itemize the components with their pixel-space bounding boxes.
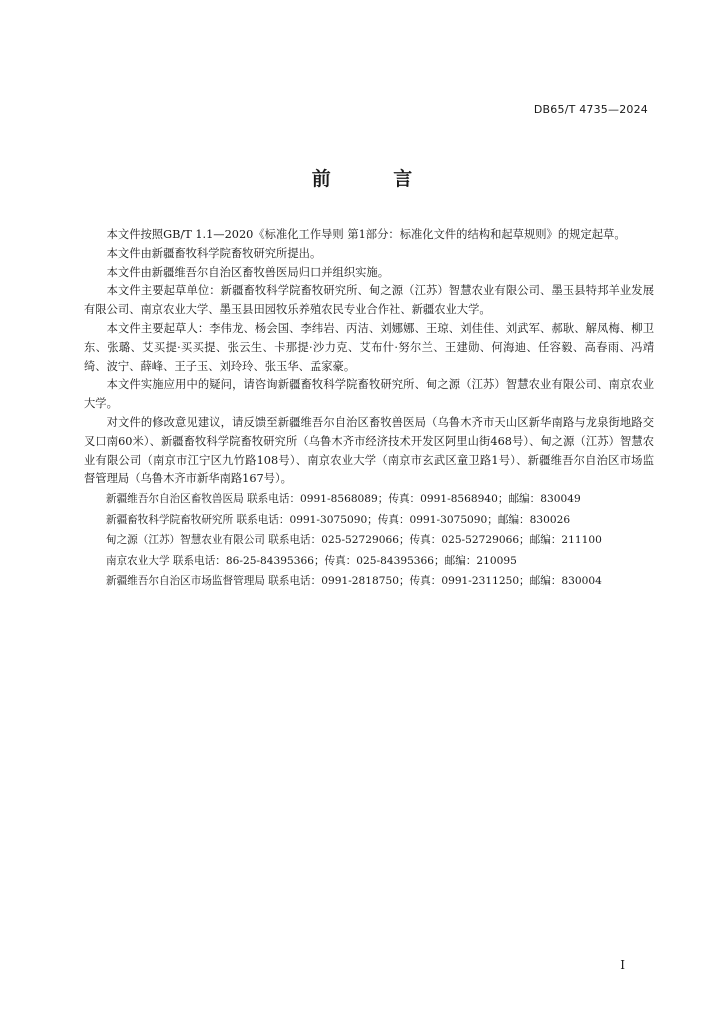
contact-line: 甸之源（江苏）智慧农业有限公司 联系电话：025-52729066；传真：025-52729066；邮编：211100: [106, 534, 602, 547]
contact-line: 新疆畜牧科学院畜牧研究所 联系电话：0991-3075090；传真：0991-3075090；邮编：830026: [106, 513, 571, 526]
paragraph-drafting-units: 本文件主要起草单位：新疆畜牧科学院畜牧研究所、甸之源（江苏）智慧农业有限公司、墨玉县特邦羊业发展有限公司、南京农业大学、墨玉县田园牧乐养殖农民专业合作社、新疆农业大学。: [84, 284, 654, 317]
paragraph-drafters: 本文件主要起草人：李伟龙、杨会国、李纬岩、丙洁、刘娜娜、王琼、刘佳佳、刘武军、郝耿、解凤梅、柳卫东、张璐、艾买提·买买提、张云生、卡那提·沙力克、艾布什·努尔兰、王建勋、何海迪、任容毅、高春雨、冯靖绮、波宁、薛峰、王子玉、刘玲玲、张玉华、孟家豪。: [84, 321, 654, 373]
document-code: DB65/T 4735—2024: [533, 103, 648, 116]
contact-line: 新疆维吾尔自治区市场监督管理局 联系电话：0991-2818750；传真：0991-2311250；邮编：830004: [106, 575, 602, 588]
paragraph-feedback: 对文件的修改意见建议，请反馈至新疆维吾尔自治区畜牧兽医局（乌鲁木齐市天山区新华南路与龙泉街地路交叉口南60米）、新疆畜牧科学院畜牧研究所（乌鲁木齐市经济技术开发区阿里山街468号）、甸之源（江苏）智慧农业有限公司（南京市江宁区九竹路108号）、南京农业大学（南京市玄武区童卫路1号）、新疆维吾尔自治区市场监督管理局（乌鲁木齐市新华南路167号）。: [84, 415, 654, 486]
contact-line: 南京农业大学 联系电话：86-25-84395366；传真：025-84395366；邮编：210095: [106, 554, 517, 567]
foreword-body: [84, 226, 654, 592]
page-title: 前 言: [311, 168, 441, 190]
contact-list: [84, 489, 654, 592]
contact-line: 新疆维吾尔自治区畜牧兽医局 联系电话：0991-8568089；传真：0991-8568940；邮编：830049: [106, 493, 581, 506]
paragraph-proposer: 本文件由新疆畜牧科学院畜牧研究所提出。: [106, 246, 322, 260]
paragraph-drafting-rules: 本文件按照GB/T 1.1—2020《标准化工作导则 第1部分：标准化文件的结构和起草规则》的规定起草。: [106, 228, 626, 241]
page-number: I: [620, 958, 625, 972]
paragraph-inquiries: 本文件实施应用中的疑问，请咨询新疆畜牧科学院畜牧研究所、甸之源（江苏）智慧农业有限公司、南京农业大学。: [84, 378, 654, 411]
paragraph-administrator: 本文件由新疆维吾尔自治区畜牧兽医局归口并组织实施。: [106, 265, 390, 279]
